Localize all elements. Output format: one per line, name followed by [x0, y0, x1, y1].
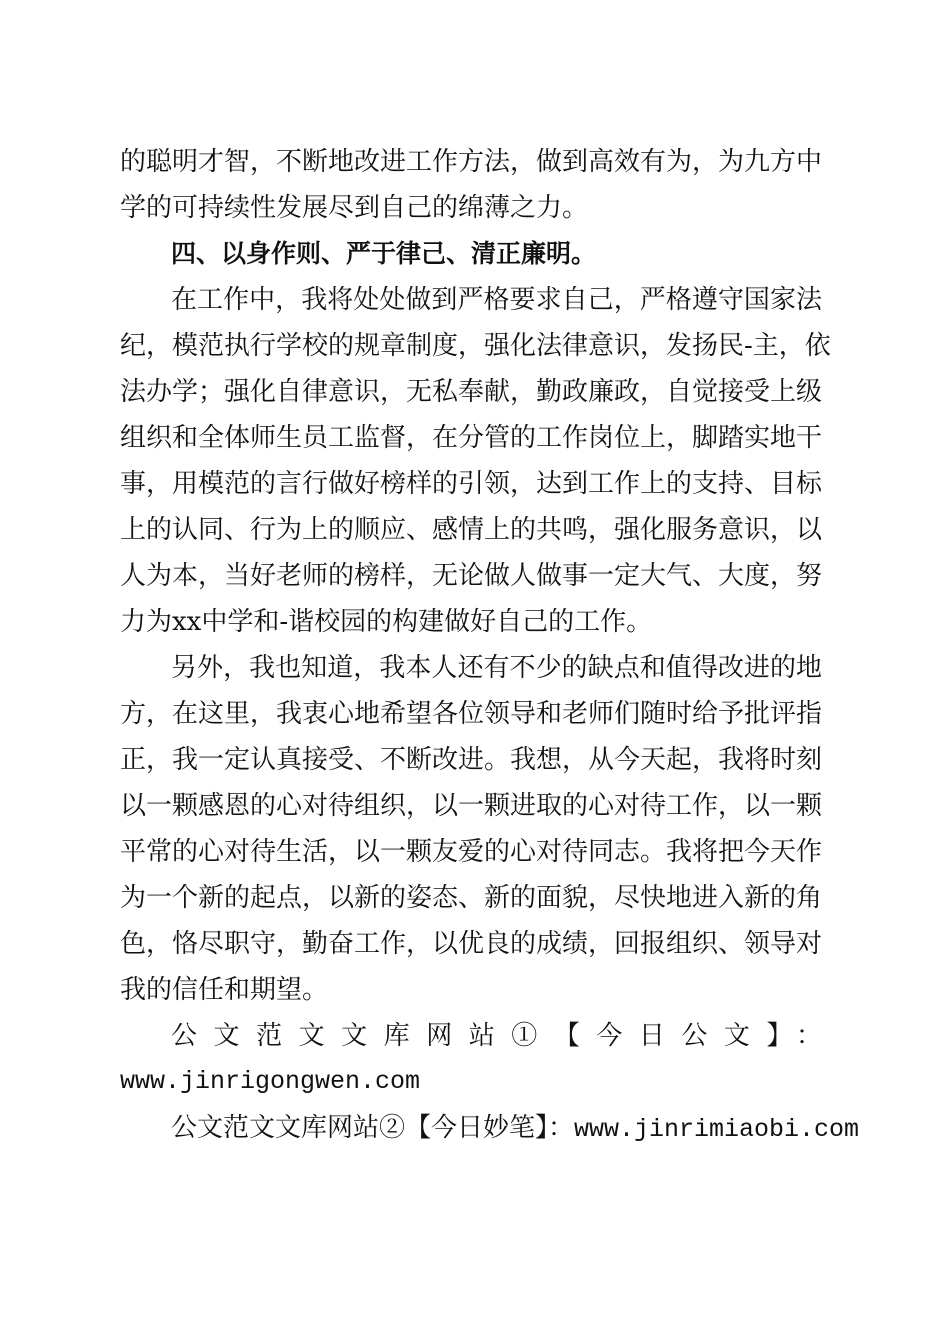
- body-text-line: 事，用模范的言行做好榜样的引领，达到工作上的支持、目标: [120, 469, 823, 499]
- site-two-row: [171, 1106, 860, 1150]
- body-text-line: 正，我一定认真接受、不断改进。我想，从今天起，我将时刻: [120, 745, 823, 775]
- body-text-line: 为一个新的起点，以新的姿态、新的面貌，尽快地进入新的角: [120, 883, 823, 913]
- body-text-line: 力为xx中学和-谐校园的构建做好自己的工作。: [120, 607, 653, 637]
- site-one-label: 公文范文文库网站①【今日公文】：: [171, 1021, 822, 1051]
- body-text-line: 法办学；强化自律意识，无私奉献，勤政廉政，自觉接受上级: [120, 377, 823, 407]
- body-text-line: 组织和全体师生员工监督，在分管的工作岗位上，脚踏实地干: [120, 423, 823, 453]
- section-heading: 四、以身作则、严于律己、清正廉明。: [171, 239, 597, 268]
- body-text-line: 方，在这里，我衷心地希望各位领导和老师们随时给予批评指: [120, 699, 823, 729]
- body-text-line: 纪，模范执行学校的规章制度，强化法律意识，发扬民-主，依: [120, 331, 831, 361]
- body-text-line: 人为本，当好老师的榜样，无论做人做事一定大气、大度，努: [120, 561, 823, 591]
- body-text-line: 色，恪尽职守，勤奋工作，以优良的成绩，回报组织、领导对: [120, 929, 823, 959]
- body-text-line: 平常的心对待生活，以一颗友爱的心对待同志。我将把今天作: [120, 837, 823, 867]
- site-two-label: 公文范文文库网站②【今日妙笔】：: [171, 1113, 575, 1143]
- body-text-line: 我的信任和期望。: [120, 975, 329, 1005]
- body-text-line: 的聪明才智，不断地改进工作方法，做到高效有为，为九方中: [120, 147, 823, 177]
- body-text-line: 学的可持续性发展尽到自己的绵薄之力。: [120, 193, 589, 223]
- site-one-url[interactable]: www.jinrigongwen.com: [120, 1067, 421, 1096]
- site-two-url[interactable]: www.jinrimiaobi.com: [574, 1115, 860, 1144]
- body-text-line: 在工作中，我将处处做到严格要求自己，严格遵守国家法: [171, 285, 822, 315]
- body-text-line: 另外，我也知道，我本人还有不少的缺点和值得改进的地: [171, 653, 822, 683]
- body-text-line: 上的认同、行为上的顺应、感情上的共鸣，强化服务意识，以: [120, 515, 823, 545]
- body-text-line: 以一颗感恩的心对待组织，以一颗进取的心对待工作，以一颗: [120, 791, 823, 821]
